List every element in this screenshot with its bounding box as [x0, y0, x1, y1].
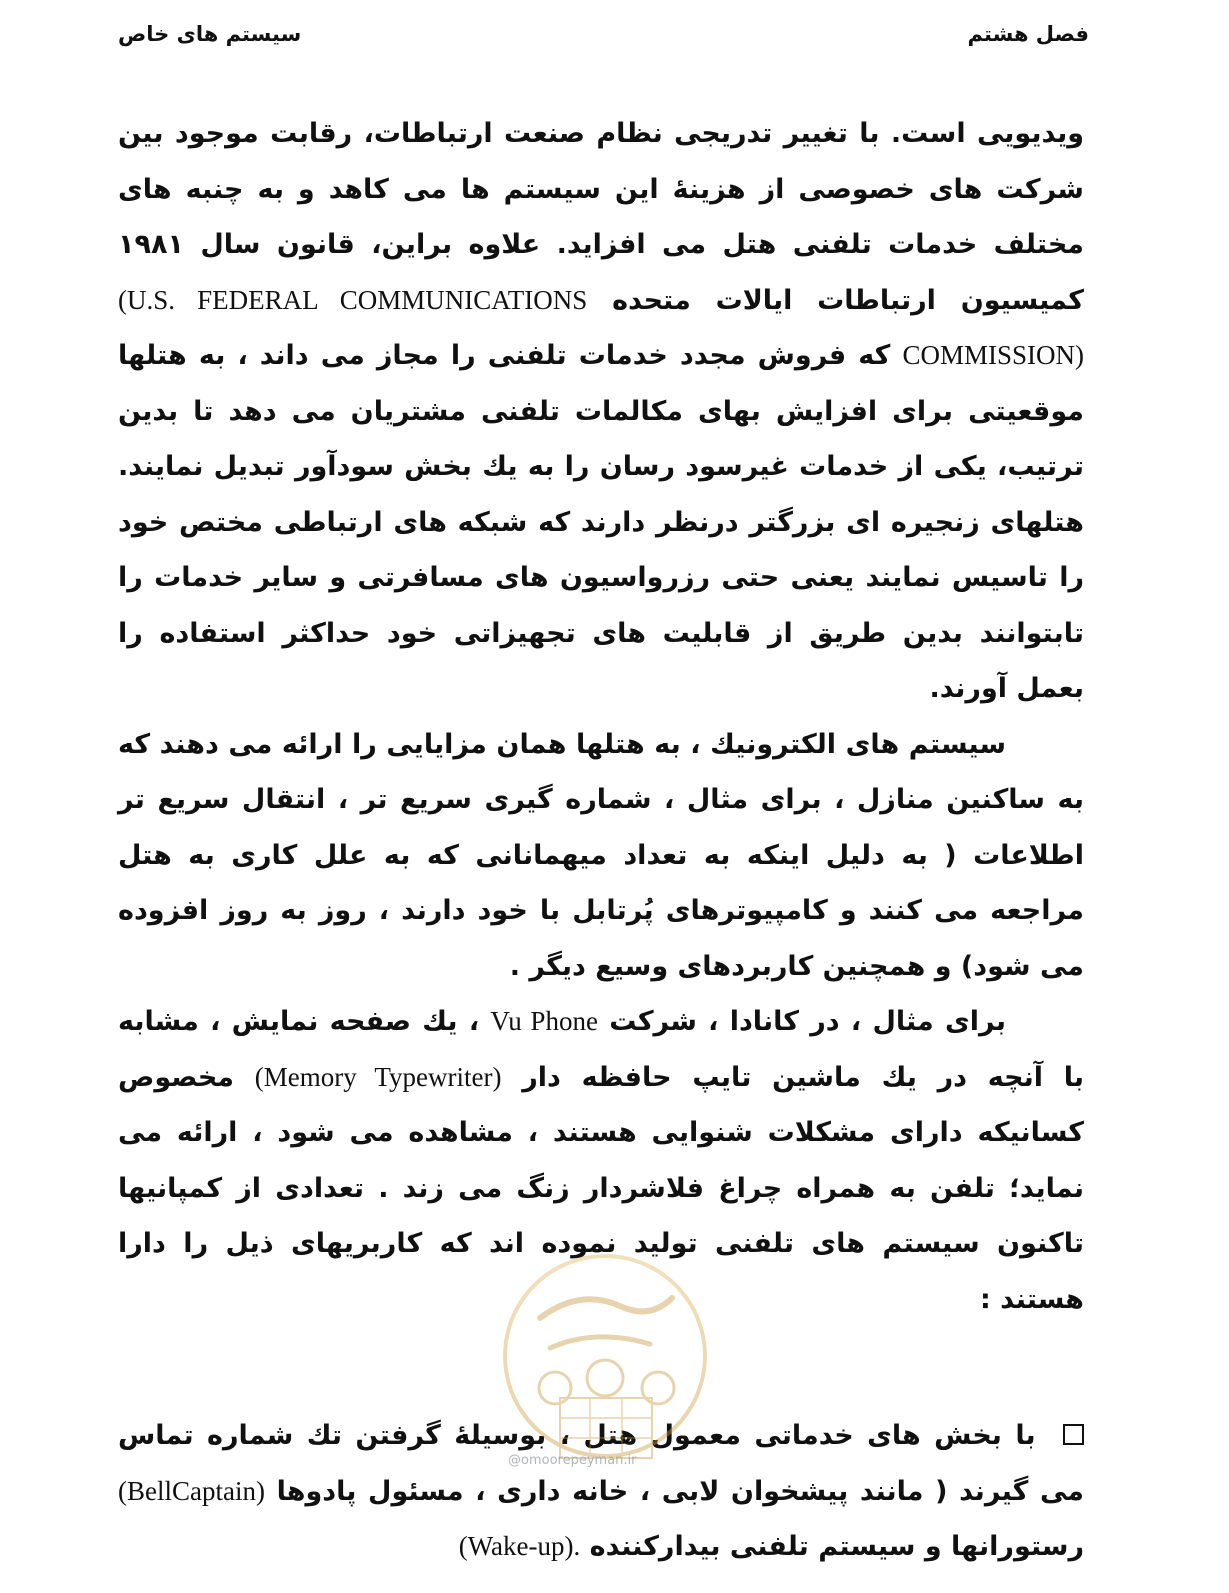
list-item-1-part-1: با بخش های خدماتی معمول هتل ، بوسیلهٔ گرفتن تك شماره تماس می گیرند ( مانند پیشخوان لابی ، خانه داری ، مسئول پادوها	[118, 1420, 1084, 1507]
paragraph-3-latin-1: Vu Phone	[490, 1006, 598, 1036]
paragraph-2-text: سیستم های الکترونیك ، به هتلها همان مزایایی را ارائه می دهند که به ساکنین منازل ، برای مثال ، شماره گیری سریع تر ، انتقال سریع تر اطلاعات ( به دلیل اینکه به تعداد میهمانانی که به علل کاری به هتل مراجعه می کنند و کامپیوترهای پُرتابل با خود دارند ، روز به روز افزوده می شود) و همچنین کاربردهای وسیع دیگر .	[118, 728, 1084, 982]
checkbox-icon	[1063, 1424, 1084, 1445]
page-header	[118, 14, 1089, 54]
bullet-list	[118, 1408, 1084, 1575]
paragraph-3-part-2: ، یك صفحه نمایش ، مشابه با آنچه در یك ماشین تایپ حافظه دار	[118, 1006, 1085, 1093]
section-title: سیستم های خاص	[118, 22, 302, 46]
paragraph-1	[118, 106, 1084, 717]
paragraph-1-part-1: ویدیویی است. با تغییر تدریجی نظام صنعت ارتباطات، رقابت موجود بین شرکت های خصوصی از هزینهٔ این سیستم ها می کاهد و به چنبه های مختلف خدمات تلفنی هتل می افزاید. علاوه براین، قانون سال ۱۹۸۱ کمیسیون ارتباطات ایالات متحده	[118, 118, 1084, 316]
list-item-1-latin-1: (BellCaptain)	[118, 1475, 265, 1506]
paragraph-3-latin-2: (Memory Typewriter)	[254, 1061, 502, 1092]
list-item-1-part-2: رستورانها و سیستم تلفنی بیدارکننده	[589, 1531, 1084, 1562]
chapter-title: فصل هشتم	[967, 22, 1089, 46]
paragraph-3-part-3: مخصوص کسانیکه دارای مشکلات شنوایی هستند ، مشاهده می شود ، ارائه می نماید؛ تلفن به همراه چراغ فلاشردار زنگ می زند . تعدادی از کمپانیها تاکنون سیستم های تلفنی تولید نموده اند که کاربریهای ذیل را دارا هستند :	[118, 1061, 1084, 1315]
watermark-url: @omoorepeyman.ir	[508, 1453, 637, 1468]
paragraph-3	[118, 994, 1084, 1327]
body-text	[118, 106, 1084, 1327]
paragraph-3-part-1: برای مثال ، در کانادا ، شرکت	[609, 1006, 1006, 1037]
paragraph-1-latin: (U.S. FEDERAL COMMUNICATIONS COMMISSION)	[118, 284, 1084, 370]
paragraph-2	[118, 717, 1084, 995]
list-item-1-latin-2: (Wake-up).	[458, 1531, 581, 1561]
list-item	[118, 1408, 1084, 1575]
paragraph-1-part-2: که فروش مجدد خدمات تلفنی را مجاز می داند ، به هتلها موقعیتی برای افزایش بهای مکالمات تلفنی مشتریان می دهد تا بدین ترتیب، یکی از خدمات غیرسود رسان را به یك بخش سودآور تبدیل نمایند. هتلهای زنجیره ای بزرگتر درنظر دارند که شبکه های ارتباطی مختص خود را تاسیس نمایند یعنی حتی رزرواسیون های مسافرتی و سایر خدمات را تابتوانند بدین طریق از قابلیت های تجهیزاتی خود حداکثر استفاده را بعمل آورند.	[118, 340, 1084, 704]
